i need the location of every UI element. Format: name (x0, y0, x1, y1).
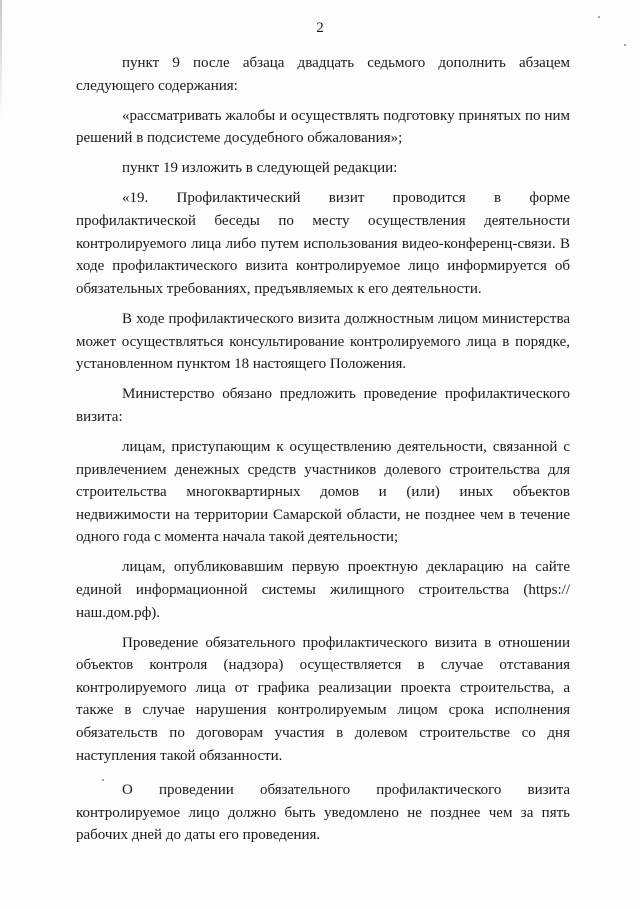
paragraph-list-item-developers: лицам, приступающим к осуществлению деятельности, связанной с привлечением денежных средств участников долевого строительства для строительства многоквартирных домов и (или) иных объектов недвижимости на территории Самарской области, не позднее чем в течение одного года с момента начала такой деятельности; (76, 438, 570, 546)
paragraph-obligation-intro: Министерство обязано предложить проведение профилактического визита: (76, 386, 570, 425)
paragraph-notification: О проведении обязательного профилактического визита контролируемое лицо должно быть уведомлено не позднее чем за пять рабочих дней до даты его проведения. (76, 782, 570, 844)
paragraph-amendment-point-19: пункт 19 изложить в следующей редакции: (122, 160, 398, 177)
paragraph-consultation: В ходе профилактического визита должностным лицом министерства может осуществляться консультирование контролируемого лица в порядке, установленном пунктом 18 настоящего Положения. (76, 310, 570, 373)
paragraph-mandatory-visit: Проведение обязательного профилактического визита в отношении объектов контроля (надзора) осуществляется в случае отставания контролируемого лица от графика реализации проекта строительства, а также в случае нарушения контролируемым лицом срока исполнения обязательств по договорам участия в долевом строительстве со дня наступления такой обязанности. (76, 634, 570, 764)
document-body (76, 52, 570, 847)
scan-speck (624, 44, 626, 46)
scan-speck (598, 16, 600, 18)
paragraph-point-19-definition: «19. Профилактический визит проводится в форме профилактической беседы по месту осуществления деятельности контролируемого лица либо путем использования видео-конференц-связи. В ходе профилактического визита контролируемое лицо информируется об обязательных требованиях, предъявляемых к его деятельности. (76, 190, 570, 297)
paragraph-list-item-declaration: лицам, опубликовавшим первую проектную декларацию на сайте единой информационной системы жилищного строительства (https://наш.дом.рф). (76, 559, 570, 621)
page-number: 2 (316, 20, 324, 36)
paragraph-amendment-point-9: пункт 9 после абзаца двадцать седьмого дополнить абзацем следующего содержания: (76, 55, 570, 94)
scan-edge-shadow (0, 0, 2, 120)
paragraph-new-abzac-text: «рассматривать жалобы и осуществлять подготовку принятых по ним решений в подсистеме досудебного обжалования»; (76, 107, 570, 147)
